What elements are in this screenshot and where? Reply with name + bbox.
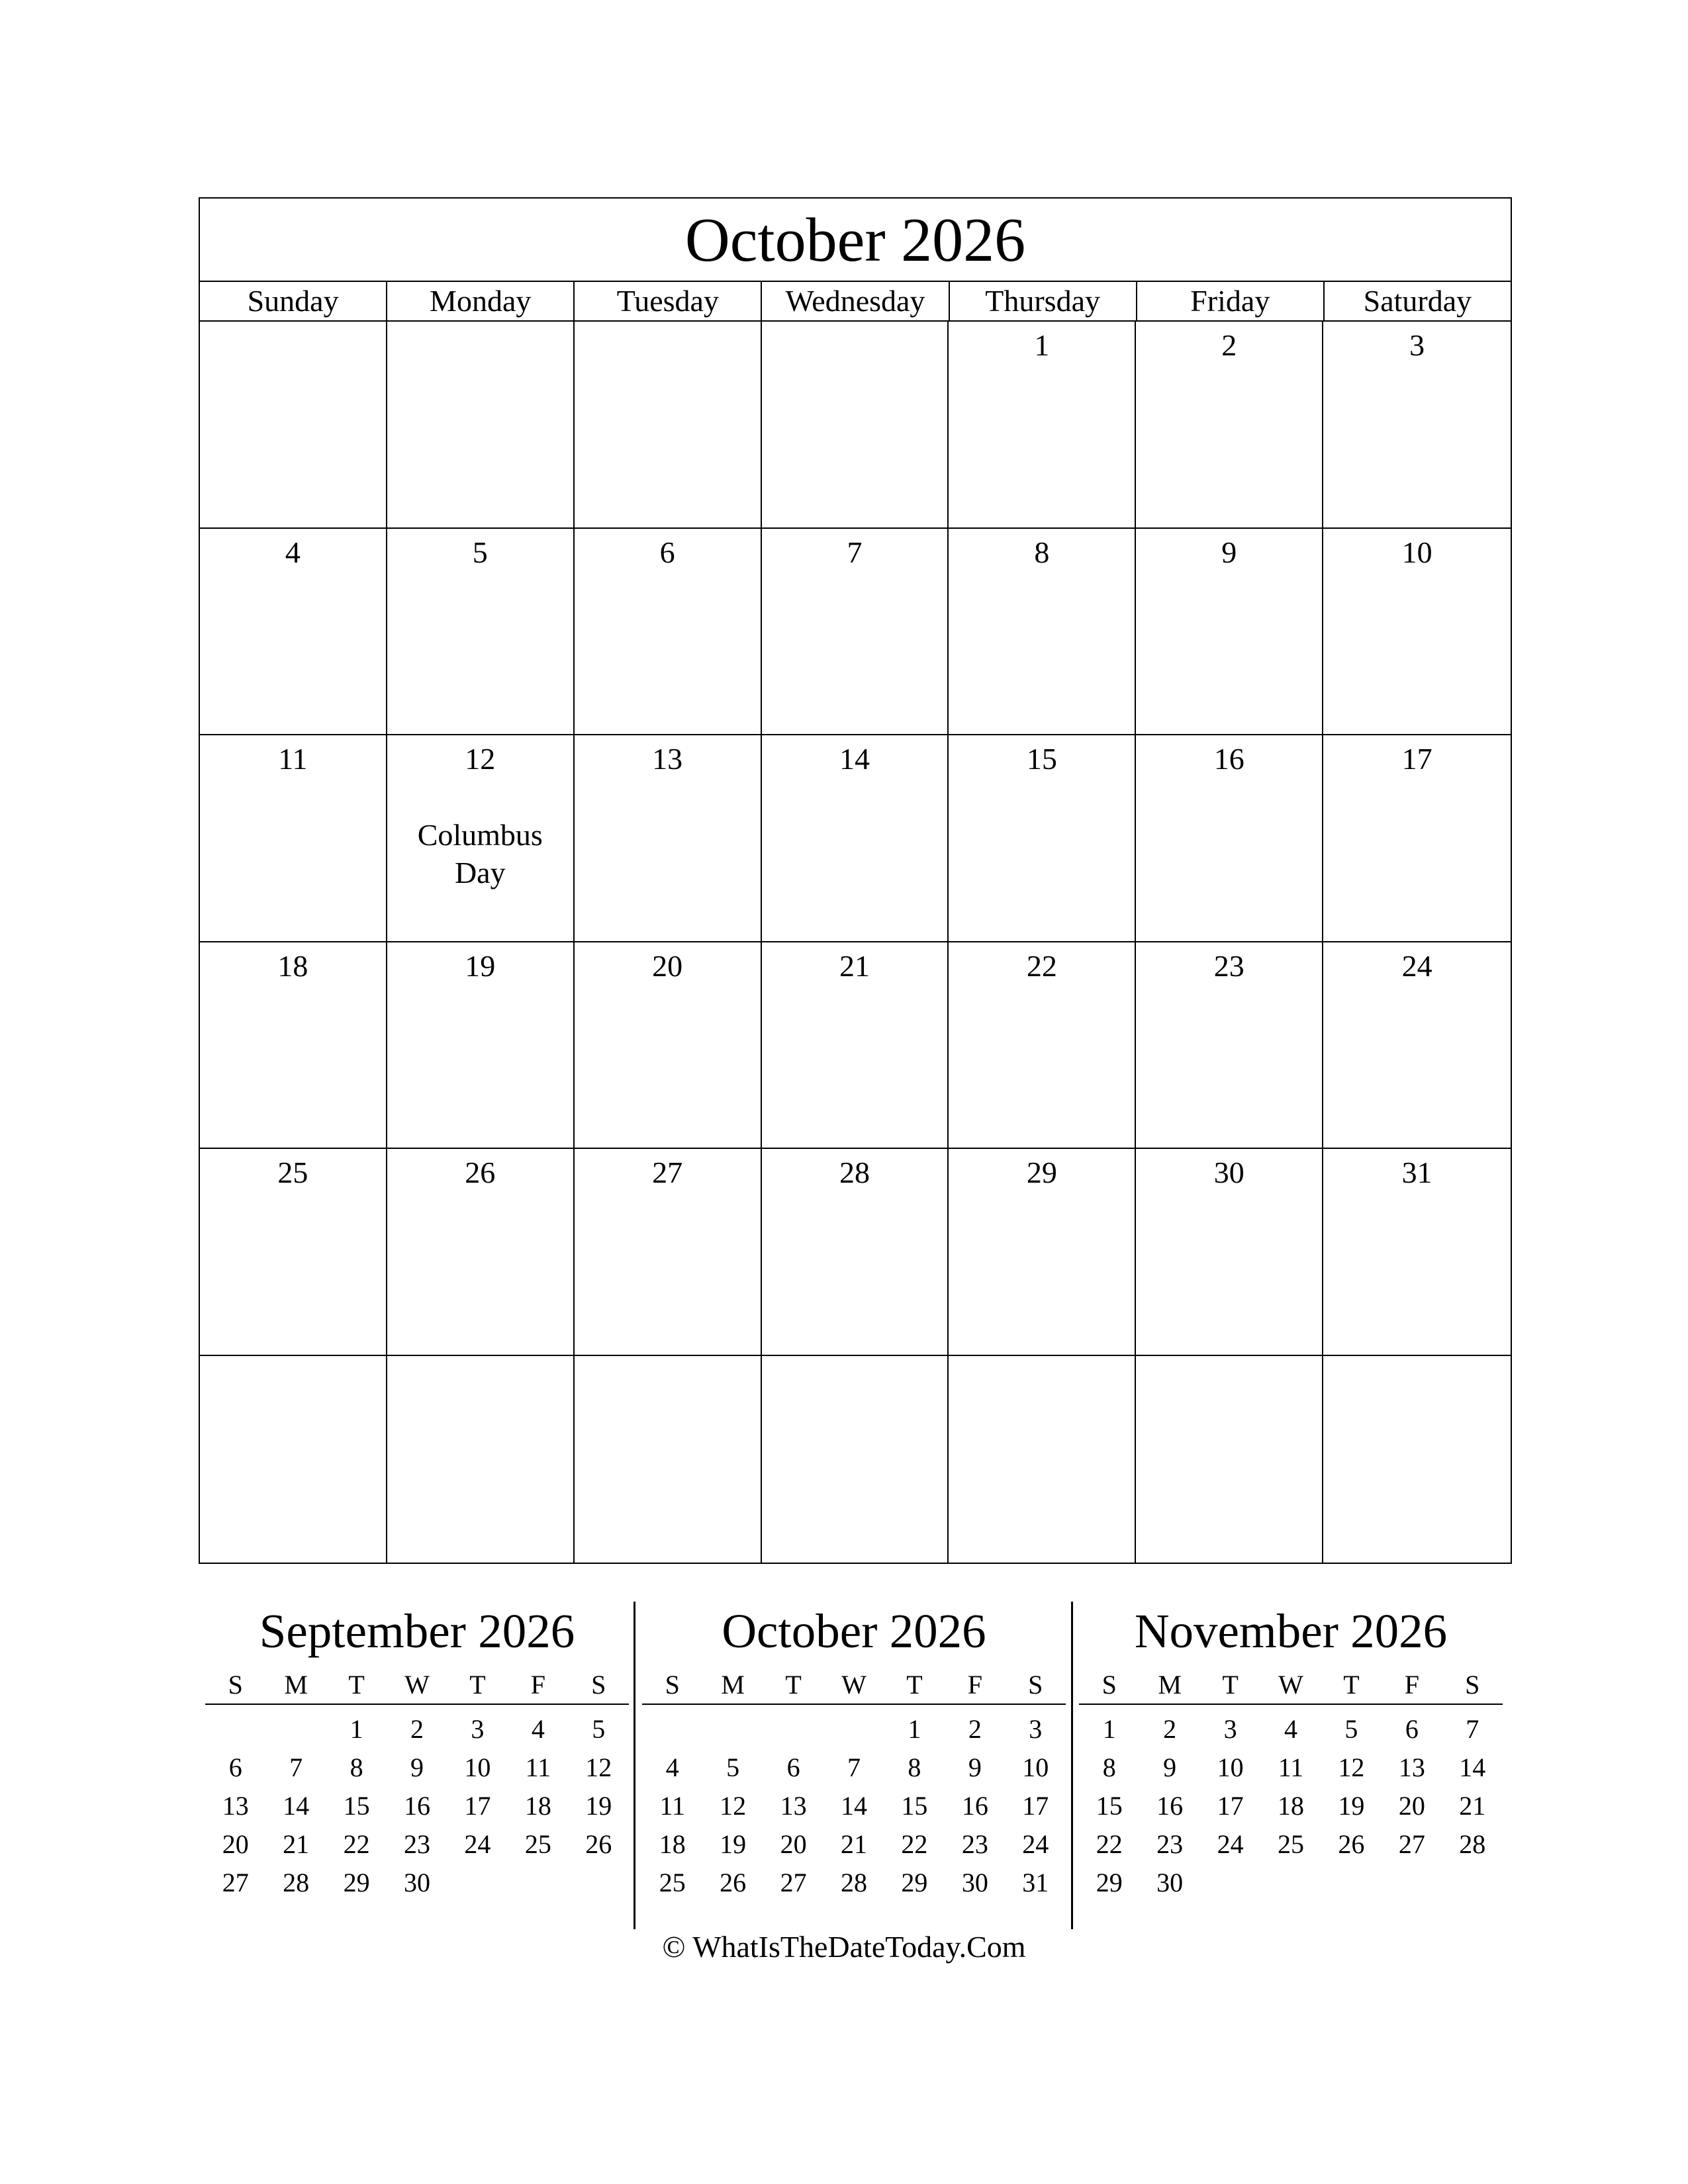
calendar-grid (200, 322, 1511, 1563)
day-number: 29 (1026, 1156, 1057, 1189)
mini-weekday-header: S (1028, 1670, 1043, 1700)
day-number: 15 (1026, 742, 1057, 776)
mini-day-number: 20 (1398, 1791, 1425, 1821)
mini-weekday-header: T (348, 1670, 365, 1700)
mini-day-number: 14 (840, 1791, 867, 1821)
mini-day-number: 12 (585, 1752, 612, 1782)
mini-day-number: 16 (403, 1791, 430, 1821)
day-number: 19 (465, 948, 496, 983)
mini-day-number: 29 (343, 1868, 370, 1897)
mini-day-number: 20 (780, 1829, 807, 1859)
mini-weekday-header: M (284, 1670, 308, 1700)
day-number: 13 (652, 742, 683, 776)
copyright-footer: © WhatIsTheDateToday.Com (662, 1930, 1026, 1964)
day-cell (200, 1149, 387, 1356)
day-cell (200, 322, 387, 529)
mini-day-number: 4 (531, 1714, 545, 1744)
mini-day-number: 21 (283, 1829, 310, 1859)
day-cell (1136, 942, 1323, 1150)
day-cell (1323, 1149, 1511, 1356)
mini-day-number (447, 1864, 508, 1902)
day-cell (200, 942, 387, 1150)
day-number: 4 (285, 535, 301, 569)
day-number: 1 (1034, 328, 1050, 362)
day-cell (762, 322, 949, 529)
mini-day-number: 3 (471, 1714, 485, 1744)
day-cell (762, 735, 949, 942)
mini-day-number: 7 (1466, 1714, 1479, 1744)
mini-day-number: 23 (403, 1829, 430, 1859)
mini-weekday-header: M (721, 1670, 745, 1700)
day-number: 23 (1213, 948, 1244, 983)
weekday-header: Saturday (1363, 284, 1472, 318)
day-cell (200, 735, 387, 942)
mini-day-number: 10 (464, 1752, 491, 1782)
day-cell (949, 529, 1136, 736)
mini-day-number: 23 (961, 1829, 988, 1859)
day-cell (949, 735, 1136, 942)
mini-day-number: 29 (901, 1868, 928, 1897)
mini-day-number (508, 1864, 568, 1902)
mini-day-number: 30 (403, 1868, 430, 1897)
day-number: 16 (1213, 742, 1244, 776)
day-cell (1136, 529, 1323, 736)
mini-day-number: 16 (1156, 1791, 1184, 1821)
mini-day-number (205, 1710, 265, 1749)
day-cell (387, 529, 575, 736)
day-number: 9 (1221, 535, 1237, 569)
mini-day-number: 17 (1217, 1791, 1244, 1821)
mini-calendar-title: September 2026 (259, 1604, 575, 1658)
mini-day-number: 1 (350, 1714, 363, 1744)
mini-day-number: 18 (659, 1829, 686, 1859)
day-cell (949, 1149, 1136, 1356)
mini-day-number: 11 (1278, 1752, 1304, 1782)
mini-day-grid (205, 1710, 629, 1902)
mini-day-number: 30 (961, 1868, 988, 1897)
mini-weekday-header: F (530, 1670, 545, 1700)
day-number: 18 (277, 948, 308, 983)
column-divider (633, 1602, 635, 1929)
day-number: 6 (659, 535, 675, 569)
day-cell (762, 529, 949, 736)
day-cell (949, 322, 1136, 529)
day-cell (575, 529, 762, 736)
mini-day-number: 22 (1096, 1829, 1123, 1859)
mini-day-number (1321, 1864, 1382, 1902)
mini-weekday-header: T (1343, 1670, 1360, 1700)
mini-day-number (1382, 1864, 1442, 1902)
day-cell (575, 942, 762, 1150)
mini-day-number: 2 (410, 1714, 424, 1744)
day-cell (1323, 735, 1511, 942)
mini-day-number: 20 (222, 1829, 249, 1859)
mini-day-number: 28 (840, 1868, 867, 1897)
mini-day-number: 9 (1163, 1752, 1177, 1782)
day-cell (1136, 1149, 1323, 1356)
day-cell (200, 529, 387, 736)
mini-weekday-header: F (967, 1670, 982, 1700)
mini-day-number: 23 (1156, 1829, 1184, 1859)
mini-day-number: 12 (720, 1791, 747, 1821)
day-number: 7 (847, 535, 863, 569)
mini-day-grid (642, 1710, 1066, 1902)
mini-day-number: 22 (901, 1829, 928, 1859)
day-cell (575, 735, 762, 942)
day-cell (387, 322, 575, 529)
mini-day-number (642, 1710, 702, 1749)
mini-day-number: 15 (901, 1791, 928, 1821)
day-number: 5 (472, 535, 488, 569)
day-number: 8 (1034, 535, 1050, 569)
mini-day-number: 19 (1338, 1791, 1365, 1821)
day-cell (387, 1149, 575, 1356)
mini-day-number: 6 (786, 1752, 800, 1782)
mini-calendar-title: October 2026 (722, 1604, 986, 1658)
weekday-header: Tuesday (575, 282, 762, 320)
mini-day-number: 29 (1096, 1868, 1123, 1897)
day-number: 27 (652, 1156, 683, 1189)
day-cell (762, 1356, 949, 1563)
mini-day-number: 9 (968, 1752, 982, 1782)
mini-day-number: 31 (1022, 1868, 1049, 1897)
column-divider (1071, 1602, 1073, 1929)
mini-day-number (1442, 1864, 1503, 1902)
day-cell (762, 942, 949, 1150)
mini-day-number: 27 (780, 1868, 807, 1897)
day-number: 20 (652, 948, 683, 983)
mini-day-number: 4 (1284, 1714, 1297, 1744)
day-number: 14 (839, 742, 870, 776)
day-cell (1136, 735, 1323, 942)
day-number: 2 (1221, 328, 1237, 362)
day-number: 10 (1401, 535, 1432, 569)
mini-day-number: 6 (228, 1752, 242, 1782)
mini-day-number (1200, 1864, 1260, 1902)
mini-weekday-header: W (404, 1670, 430, 1700)
day-number: 17 (1401, 742, 1432, 776)
mini-weekday-header: W (1278, 1670, 1303, 1700)
mini-day-number: 21 (840, 1829, 867, 1859)
mini-day-number: 5 (726, 1752, 740, 1782)
mini-weekday-row (1079, 1668, 1503, 1705)
mini-day-number: 24 (1022, 1829, 1049, 1859)
mini-day-number (702, 1710, 763, 1749)
mini-day-number: 13 (222, 1791, 249, 1821)
mini-day-number: 1 (1102, 1714, 1116, 1744)
mini-day-number: 26 (585, 1829, 612, 1859)
mini-day-number: 16 (961, 1791, 988, 1821)
day-cell (1323, 322, 1511, 529)
mini-weekday-header: W (841, 1670, 867, 1700)
mini-day-number: 2 (1163, 1714, 1177, 1744)
mini-day-number: 11 (525, 1752, 551, 1782)
mini-day-number: 2 (968, 1714, 982, 1744)
mini-weekday-row (205, 1668, 629, 1705)
day-cell (1323, 942, 1511, 1150)
month-calendar (199, 197, 1512, 1564)
weekday-header: Sunday (200, 282, 387, 320)
mini-day-number: 21 (1459, 1791, 1486, 1821)
mini-weekday-header: S (1102, 1670, 1117, 1700)
mini-day-number: 9 (410, 1752, 424, 1782)
mini-day-number: 10 (1217, 1752, 1244, 1782)
mini-day-number: 5 (1344, 1714, 1358, 1744)
day-number: 22 (1026, 948, 1057, 983)
calendar-title: October 2026 (200, 199, 1511, 282)
mini-calendar-title: November 2026 (1134, 1604, 1448, 1658)
mini-day-number: 27 (222, 1868, 249, 1897)
mini-day-number: 6 (1405, 1714, 1419, 1744)
mini-day-number (569, 1864, 629, 1902)
mini-day-number: 28 (283, 1868, 310, 1897)
mini-day-number: 8 (350, 1752, 363, 1782)
mini-day-number (763, 1710, 823, 1749)
mini-day-number: 5 (592, 1714, 606, 1744)
mini-day-number: 25 (524, 1829, 551, 1859)
day-cell (200, 1356, 387, 1563)
mini-day-number: 19 (720, 1829, 747, 1859)
day-number: 21 (839, 948, 870, 983)
weekday-header: Monday (387, 282, 575, 320)
day-cell (575, 322, 762, 529)
mini-day-number (823, 1710, 884, 1749)
day-cell (387, 942, 575, 1150)
day-number: 25 (277, 1156, 308, 1189)
mini-day-number: 10 (1022, 1752, 1049, 1782)
mini-day-number: 12 (1338, 1752, 1365, 1782)
day-number: 30 (1213, 1156, 1244, 1189)
mini-day-grid (1079, 1710, 1503, 1902)
mini-weekday-header: S (665, 1670, 680, 1700)
mini-weekday-header: T (469, 1670, 486, 1700)
mini-day-number: 14 (283, 1791, 310, 1821)
mini-day-number: 3 (1029, 1714, 1043, 1744)
mini-day-number: 13 (1398, 1752, 1425, 1782)
mini-day-number: 7 (847, 1752, 861, 1782)
holiday-label: Columbus Day (417, 818, 543, 889)
mini-weekday-header: F (1404, 1670, 1419, 1700)
weekday-header: Friday (1137, 282, 1325, 320)
weekday-header: Thursday (950, 282, 1137, 320)
mini-day-number: 13 (780, 1791, 807, 1821)
day-cell (1323, 1356, 1511, 1563)
day-cell (1136, 322, 1323, 529)
mini-weekday-row (642, 1668, 1066, 1705)
mini-weekday-header: M (1158, 1670, 1182, 1700)
mini-day-number: 27 (1398, 1829, 1425, 1859)
day-cell (1323, 529, 1511, 736)
day-number: 12 (465, 742, 496, 776)
mini-day-number: 7 (289, 1752, 303, 1782)
mini-day-number: 15 (1096, 1791, 1123, 1821)
day-cell (575, 1149, 762, 1356)
mini-day-number: 17 (1022, 1791, 1049, 1821)
day-number: 28 (839, 1156, 870, 1189)
day-number: 24 (1401, 948, 1432, 983)
day-cell (387, 735, 575, 942)
mini-day-number: 30 (1156, 1868, 1184, 1897)
mini-day-number (1260, 1864, 1321, 1902)
day-cell (387, 1356, 575, 1563)
day-number: 3 (1409, 328, 1425, 362)
day-number: 26 (465, 1156, 496, 1189)
mini-day-number: 18 (524, 1791, 551, 1821)
mini-day-number: 18 (1277, 1791, 1304, 1821)
mini-day-number: 15 (343, 1791, 370, 1821)
mini-weekday-header: S (228, 1670, 243, 1700)
mini-day-number: 8 (908, 1752, 921, 1782)
mini-day-number (265, 1710, 326, 1749)
mini-weekday-header: S (591, 1670, 606, 1700)
mini-weekday-header: S (1465, 1670, 1480, 1700)
mini-day-number: 22 (343, 1829, 370, 1859)
mini-day-number: 28 (1459, 1829, 1486, 1859)
weekday-header: Wednesday (762, 282, 949, 320)
mini-calendar-september (205, 1595, 629, 1902)
mini-weekday-header: T (785, 1670, 802, 1700)
mini-day-number: 11 (659, 1791, 685, 1821)
day-cell (1136, 1356, 1323, 1563)
mini-day-number: 14 (1459, 1752, 1486, 1782)
mini-day-number: 3 (1223, 1714, 1237, 1744)
mini-day-number: 1 (908, 1714, 921, 1744)
mini-day-number: 8 (1102, 1752, 1116, 1782)
mini-day-number: 4 (665, 1752, 679, 1782)
mini-weekday-header: T (906, 1670, 923, 1700)
mini-day-number: 26 (720, 1868, 747, 1897)
day-number: 11 (278, 742, 308, 776)
weekday-header-row (200, 282, 1511, 322)
day-cell (949, 1356, 1136, 1563)
day-cell (949, 942, 1136, 1150)
day-cell (575, 1356, 762, 1563)
day-cell (762, 1149, 949, 1356)
mini-day-number: 17 (464, 1791, 491, 1821)
mini-weekday-header: T (1222, 1670, 1239, 1700)
mini-day-number: 24 (464, 1829, 491, 1859)
mini-day-number: 26 (1338, 1829, 1365, 1859)
mini-calendar-october (642, 1595, 1066, 1902)
mini-day-number: 19 (585, 1791, 612, 1821)
day-number: 31 (1401, 1156, 1432, 1189)
mini-day-number: 25 (1277, 1829, 1304, 1859)
mini-calendar-november (1079, 1595, 1503, 1902)
mini-day-number: 24 (1217, 1829, 1244, 1859)
mini-day-number: 25 (659, 1868, 686, 1897)
